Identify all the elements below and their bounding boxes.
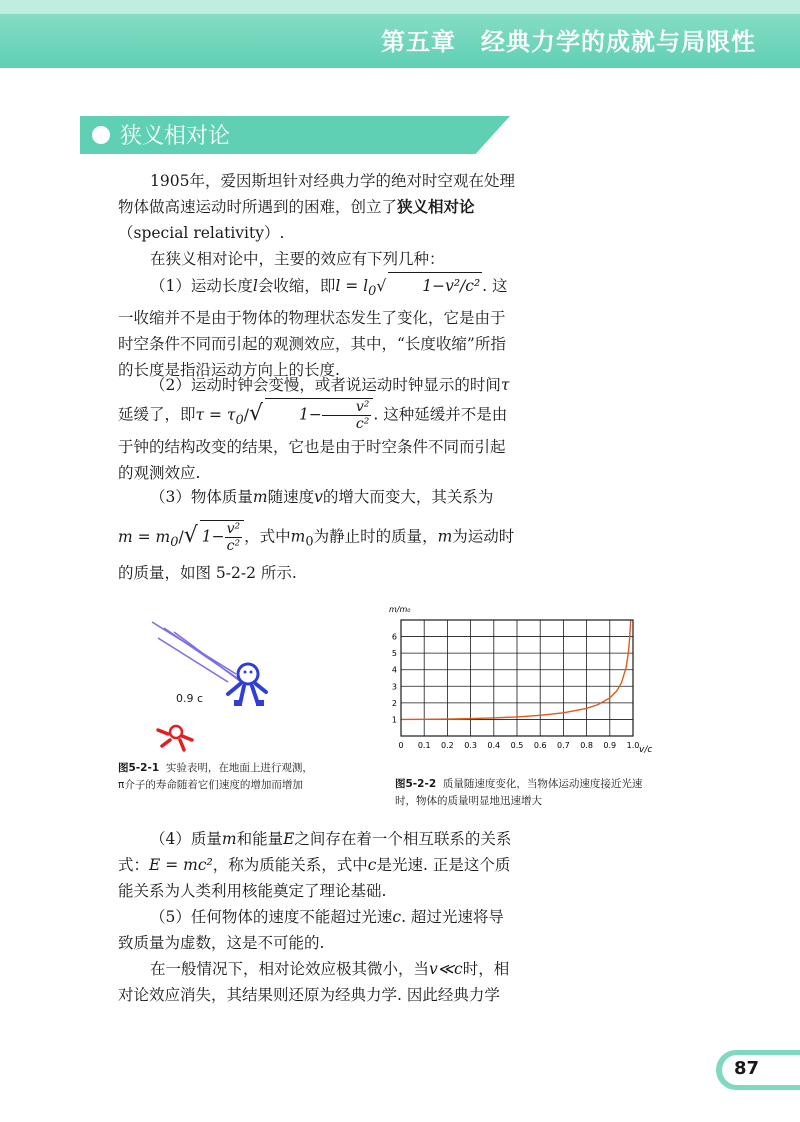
item3-frac-num: v² [226, 521, 241, 537]
time-dilation-formula [195, 399, 374, 432]
sqrt-sign-icon: √ [183, 522, 198, 548]
item3-fraction [225, 521, 243, 554]
item4-text-d: ，称为质能关系，式中 [212, 856, 368, 874]
item1-var-l: l [252, 277, 258, 295]
mass-velocity-chart [385, 600, 655, 778]
item3-root-prefix: 1− [201, 527, 225, 546]
item3-var-v: v [314, 488, 323, 506]
item4-text-b: 和能量 [236, 830, 284, 848]
item4-var-E: E [283, 830, 295, 848]
item3-text-d: ，式中 [244, 527, 291, 546]
section-title: 狭义相对论 [120, 124, 231, 149]
intro-english-term: （special relativity）. [118, 224, 285, 242]
fast-pion-figure-icon [228, 664, 266, 706]
figure1-caption-text: 实验表明，在地面上进行观测，π介子的寿命随着它们速度的增加而增加 [118, 762, 313, 791]
item4-text-a: （4）质量 [150, 830, 222, 848]
item2-formula-left: τ = τ [195, 405, 236, 424]
term-special-relativity: 狭义相对论 [397, 197, 475, 216]
paragraph-conclusion [118, 956, 516, 1008]
item4-var-c: c [367, 856, 377, 874]
item3-frac-den: c² [226, 538, 241, 554]
item2-var-tau: τ [500, 376, 510, 394]
effect-item-4 [118, 826, 516, 904]
effect-item-2 [118, 372, 516, 486]
item2-root-prefix: 1− [299, 405, 322, 424]
item3-var-m: m [252, 488, 268, 506]
chart-x-tick-label: 0.9 [603, 741, 617, 750]
chart-y-ticks [392, 633, 397, 725]
speed-label: 0.9 c [176, 692, 204, 705]
chart-y-tick-label: 4 [391, 665, 397, 675]
item2-formula-sub: 0 [235, 412, 244, 428]
chart-x-tick-label: 0.5 [510, 741, 524, 750]
paragraph-intro [118, 168, 516, 246]
item2-text-b: 延缓了，即 [118, 405, 196, 424]
motion-lines-icon [152, 622, 244, 684]
figure2-caption-text: 质量随速度变化，当物体运动速度接近光速时，物体的质量明显地迅速增大 [395, 778, 643, 807]
conclusion-text-a: 在一般情况下，相对论效应极其微小，当 [150, 960, 430, 978]
length-contraction-formula [335, 277, 482, 300]
effects-intro-text: 在狭义相对论中，主要的效应有下列几种： [150, 250, 445, 268]
chart-y-tick-label: 6 [391, 632, 397, 642]
chart-x-tick-label: 0.1 [417, 741, 431, 750]
page-number: 87 [734, 1058, 760, 1079]
chart-x-tick-label: 0.4 [487, 741, 501, 750]
chart-x-ticks [398, 741, 639, 750]
item1-formula-root: 1−v²/c² [388, 272, 482, 299]
item2-text-c: . 这种延缓并不是由于钟的结构改变的结果，它也是由于时空条件不同而引起的观测效应. [118, 405, 508, 482]
bullet-dot-icon [92, 126, 110, 144]
chart-x-tick-label: 0 [398, 741, 404, 750]
item2-fraction [322, 399, 372, 432]
mass-energy-formula: E = mc² [149, 856, 213, 874]
chart-x-tick-label: 0.6 [533, 741, 547, 750]
mass-velocity-formula [118, 521, 244, 554]
chart-y-tick-label: 2 [391, 698, 397, 708]
intro-text: 1905年，爱因斯坦针对经典力学的绝对时空观在处理物体做高速运动时所遇到的困难，创立了 [118, 172, 515, 216]
item2-frac-num: v² [322, 399, 372, 416]
chart-x-tick-label: 0.3 [464, 741, 477, 750]
item3-var-m2: m [437, 527, 453, 546]
chart-x-tick-label: 0.8 [580, 741, 593, 750]
item4-text-c: 之间存在着一个相互联系的关系式： [118, 830, 512, 874]
decayed-pion-figure-icon [158, 726, 192, 750]
item3-slash: / [178, 527, 184, 546]
chart-y-tick-label: 3 [391, 682, 397, 692]
effect-item-3-formula-line [118, 520, 516, 588]
figure2-caption-number: 图5-2-2 [395, 778, 437, 790]
item3-text-b: 随速度 [267, 488, 315, 506]
item2-slash: / [243, 405, 249, 424]
conclusion-text-b: 时，相对论效应消失，其结果则还原为经典力学. 因此经典力学 [118, 960, 510, 1004]
chart-x-tick-label: 0.7 [557, 741, 570, 750]
item3-text-c: 的增大而变大，其关系为 [322, 488, 494, 506]
item1-text-c: . 这一收缩并不是由于物体的物理状态发生了变化，它是由于时空条件不同而引起的观测效应，其中，“长度收缩”所指的长度是指沿运动方向上的长度. [118, 277, 508, 380]
item4-text-e: 是光速. 正是这个质能关系为人类利用核能奠定了理论基础. [118, 856, 511, 900]
paragraph-effects-intro [118, 246, 516, 272]
item1-formula-sub: 0 [368, 284, 377, 300]
figure1-caption [118, 760, 318, 794]
item2-text-a: （2）运动时钟会变慢，或者说运动时钟显示的时间 [150, 376, 501, 394]
item4-var-m: m [221, 830, 237, 848]
chart-y-tick-label: 1 [391, 715, 397, 725]
chart-x-tick-label: 1.0 [626, 741, 640, 750]
chapter-title: 第五章 经典力学的成就与局限性 [381, 28, 756, 56]
chart-y-axis-label: m/m₀ [389, 605, 411, 614]
chart-y-tick-label: 5 [391, 649, 397, 659]
figure-pion-illustration [118, 612, 348, 762]
item3-var-m0: m [290, 527, 306, 546]
figure2-caption [395, 776, 657, 810]
chart-x-axis-label: v/c [639, 745, 653, 755]
chart-x-tick-label: 0.2 [441, 741, 454, 750]
sqrt-sign-icon: √ [248, 400, 263, 426]
item5-text-a: （5）任何物体的速度不能超过光速 [150, 908, 393, 926]
item1-text-a: （1）运动长度 [150, 277, 253, 295]
item1-text-b: 会收缩，即 [257, 277, 336, 295]
item1-formula-left: l = l [335, 277, 369, 295]
item3-text-a: （3）物体质量 [150, 488, 253, 506]
item5-text-b: . 超过光速将导致质量为虚数，这是不可能的. [118, 908, 504, 952]
item2-frac-den: c² [355, 416, 370, 432]
item3-var-m0-sub: 0 [305, 534, 314, 550]
figure1-caption-number: 图5-2-1 [118, 762, 160, 774]
conclusion-condition: v≪c [429, 960, 463, 978]
item3-formula-left: m = m [118, 527, 171, 546]
item3-text-e: 为静止时的质量， [313, 527, 438, 546]
sqrt-sign-icon: √ [376, 277, 387, 295]
effect-item-3 [118, 484, 516, 510]
effect-item-1 [118, 272, 516, 383]
item5-var-c: c [392, 908, 402, 926]
item3-text-f: 为运动时的质量，如图 5-2-2 所示. [118, 527, 515, 582]
effect-item-5 [118, 904, 516, 956]
item3-formula-sub: 0 [170, 534, 179, 550]
